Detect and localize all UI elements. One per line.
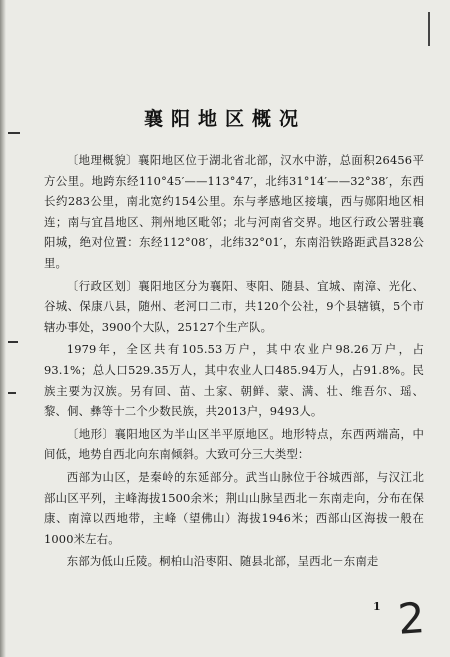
- paragraph-population: 1979年，全区共有105.53万户，其中农业户98.26万户，占93.1%；总人口529.35万人，其中农业人口485.94万人，占91.8%。民族主要为汉族。另有回、苗、土家、朝鲜、蒙、满、壮、维吾尔、瑶、黎、侗、彝等十二个少数民族，共2013户，9493人。: [44, 342, 424, 419]
- paragraph-west: 西部为山区，是秦岭的东延部分。武当山脉位于谷城西部，与汉江北部山区平列，主峰海拔1500余米；荆山山脉呈西北－东南走向，分布在保康、南漳以西地带，主峰（望佛山）海拔1946米；西部山区海拔一般在1000米左右。: [44, 469, 424, 546]
- body-text: [44, 150, 424, 574]
- margin-mark: [8, 341, 18, 343]
- margin-mark: [8, 392, 16, 394]
- page-number: 1: [373, 600, 381, 613]
- page-title: 襄阳地区概况: [143, 108, 306, 130]
- margin-mark: [428, 12, 430, 46]
- paragraph-east: 东部为低山丘陵。桐柏山沿枣阳、随县北部，呈西北－东南走: [66, 554, 379, 569]
- paragraph-administration: 〔行政区划〕襄阳地区分为襄阳、枣阳、随县、宜城、南漳、光化、谷城、保康八县，随州、老河口二市，共120个公社，9个县辖镇，5个市辖办事处，3900个大队，25127个生产队。: [44, 278, 424, 334]
- margin-mark: [8, 132, 20, 134]
- handwritten-number: 2: [396, 593, 427, 644]
- paragraph-terrain: 〔地形〕襄阳地区为半山区半平原地区。地形特点，东西两端高，中间低，地势自西北向东南倾斜。大致可分三大类型：: [44, 426, 424, 462]
- paragraph-geography: 〔地理概貌〕襄阳地区位于湖北省北部，汉水中游，总面积26456平方公里。地跨东经110°45′——113°47′，北纬31°14′——32°38′，东西长约283公里，南北宽约154公里。东与孝感地区接壤，西与郧阳地区相连；南与宜昌地区、荆州地区毗邻；北与河南省交界。地区行政公署驻襄阳城，绝对位置：东经112°08′，北纬32°01′，东南沿铁路距武昌328公里。: [44, 153, 424, 270]
- scan-edge: [0, 0, 6, 657]
